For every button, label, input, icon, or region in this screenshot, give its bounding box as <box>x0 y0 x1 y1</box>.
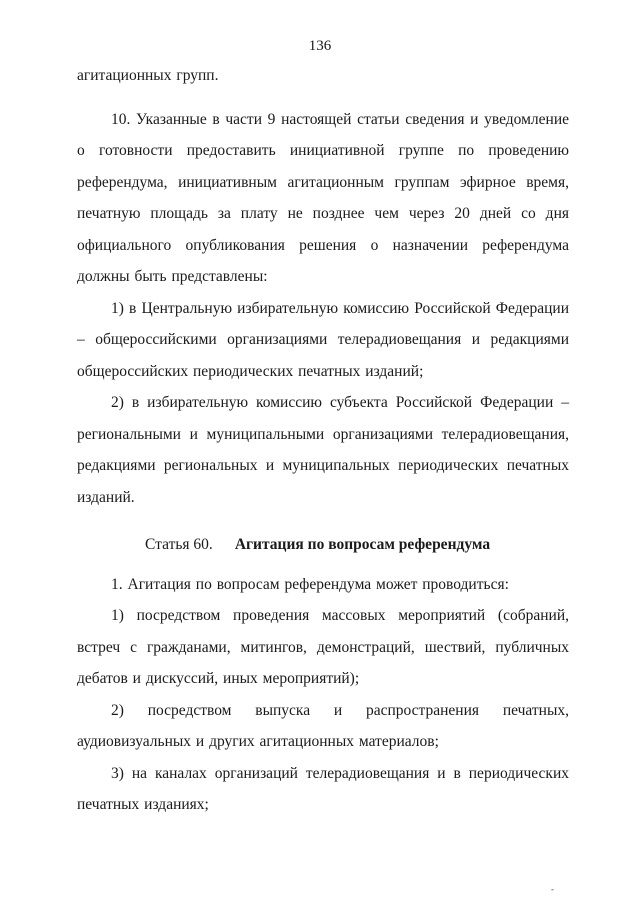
article-number: Статья 60. <box>145 536 213 553</box>
article-subitem-3: 3) на каналах организаций телерадиовещания и в периодических печатных изданиях; <box>77 764 569 813</box>
document-body <box>77 60 569 821</box>
article-heading <box>77 529 569 561</box>
paragraph-subitem-2: 2) в избирательную комиссию субъекта Российской Федерации – региональными и муниципальными организациями телерадиовещания, редакциями региональных и муниципальных периодических печатных изданий. <box>77 394 569 506</box>
footer-mark: - <box>551 884 554 894</box>
section-gap <box>77 513 569 529</box>
paragraph-item-10: 10. Указанные в части 9 настоящей статьи сведения и уведомление о готовности предоставить инициативной группе по проведению референдума, инициативным агитационным группам эфирное время, печатную площадь за плату не позднее чем через 20 дней со дня официального опубликования решения о назначении референдума должны быть представлены: <box>77 110 569 285</box>
article-paragraph-1: 1. Агитация по вопросам референдума может проводиться: <box>111 575 509 593</box>
article-title: Агитация по вопросам референдума <box>234 536 491 553</box>
article-subitem-2: 2) посредством выпуска и распространения печатных, аудиовизуальных и других агитационных материалов; <box>77 701 569 750</box>
continuation-line: агитационных групп. <box>77 67 219 84</box>
page-number: 136 <box>308 38 332 54</box>
article-subitem-1: 1) посредством проведения массовых мероприятий (собраний, встреч с гражданами, митингов, демонстраций, шествий, публичных дебатов и дискуссий, иных мероприятий); <box>77 607 569 687</box>
paragraph-subitem-1: 1) в Центральную избирательную комиссию Российской Федерации – общероссийскими организациями телерадиовещания и редакциями общероссийских периодических печатных изданий; <box>77 299 569 380</box>
